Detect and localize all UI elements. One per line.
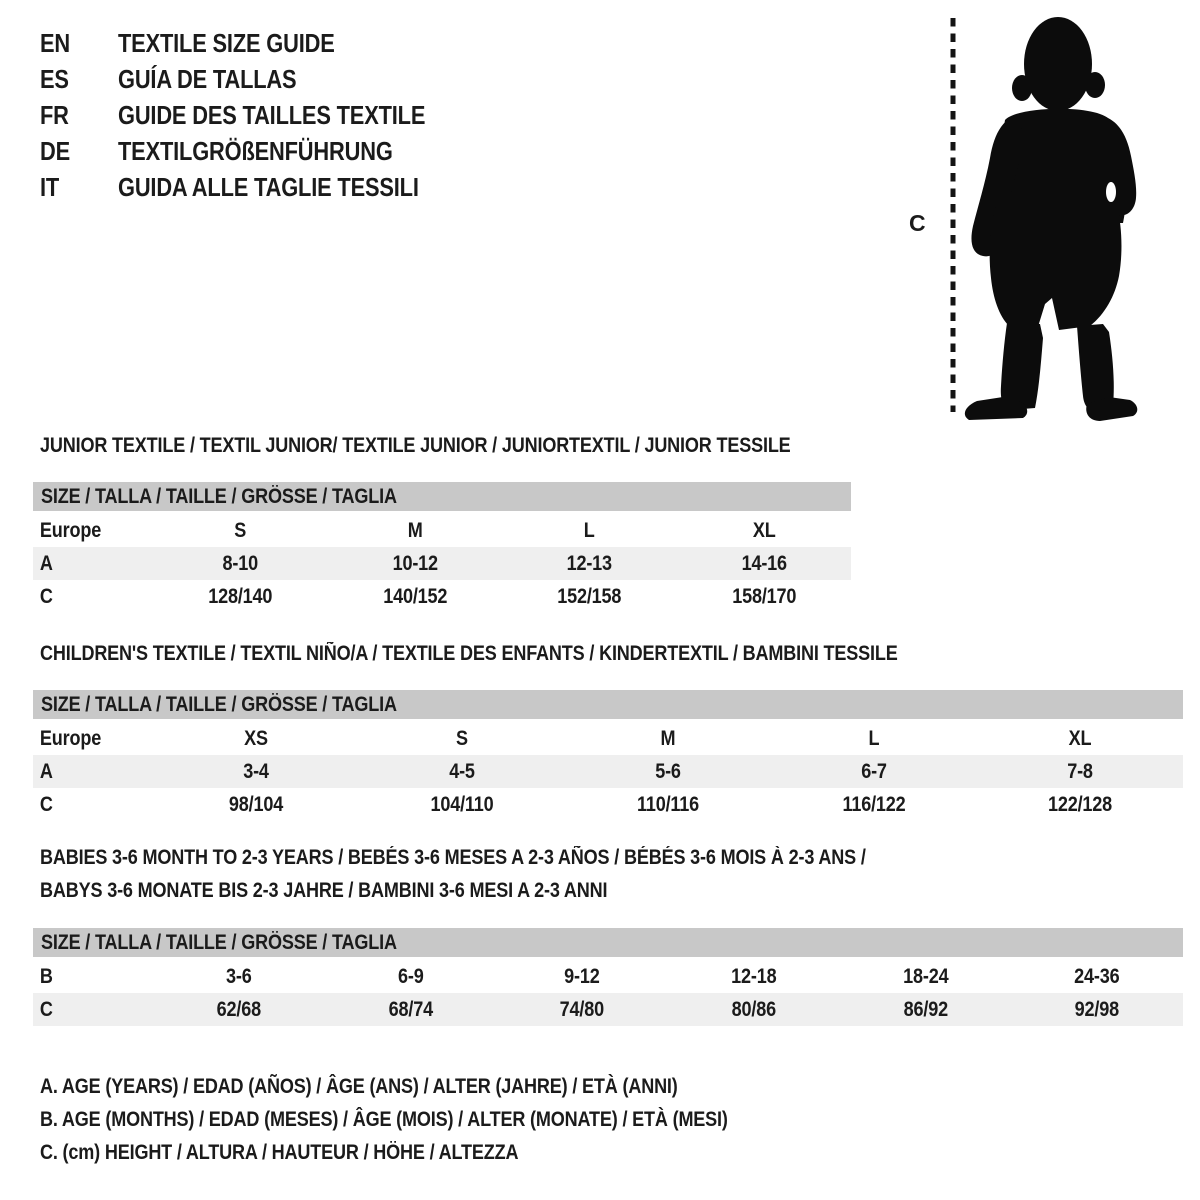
height-cell: 104/110 (430, 792, 494, 816)
row-label: Europe (39, 726, 102, 750)
months-cell: 9-12 (564, 964, 600, 988)
height-cell: 122/128 (1047, 792, 1113, 816)
language-code: ES (40, 63, 69, 94)
language-code: DE (40, 135, 71, 166)
table-row-europe (33, 514, 851, 547)
height-cell: 92/98 (1075, 997, 1120, 1021)
height-cell: 80/86 (731, 997, 777, 1021)
months-cell: 18-24 (902, 964, 949, 988)
height-figure (905, 8, 1167, 423)
table-header-label: SIZE / TALLA / TAILLE / GRÖSSE / TAGLIA (41, 930, 397, 954)
section-title-junior: JUNIOR TEXTILE / TEXTIL JUNIOR/ TEXTILE JUNIOR / JUNIORTEXTIL / JUNIOR TESSILE (40, 434, 791, 457)
age-cell: 6-7 (861, 759, 887, 783)
months-cell: 3-6 (226, 964, 252, 988)
language-row-es (40, 61, 484, 97)
language-row-fr (40, 97, 484, 133)
age-cell: 8-10 (222, 551, 258, 575)
months-cell: 12-18 (731, 964, 777, 988)
row-label: C (39, 792, 53, 816)
row-label: A (39, 551, 53, 575)
height-cell: 86/92 (903, 997, 948, 1021)
height-cell: 68/74 (388, 997, 433, 1021)
row-label: Europe (39, 518, 102, 542)
table-row-europe (33, 722, 1183, 755)
legend-line-b: B. AGE (MONTHS) / EDAD (MESES) / ÂGE (MOIS) / ALTER (MONATE) / ETÀ (MESI) (40, 1108, 728, 1131)
guide-title-en: TEXTILE SIZE GUIDE (118, 27, 335, 58)
language-code: EN (40, 27, 71, 58)
size-cell: M (407, 518, 423, 542)
guide-title-es: GUÍA DE TALLAS (118, 63, 297, 94)
height-cell: 98/104 (228, 792, 284, 816)
section-title-children: CHILDREN'S TEXTILE / TEXTIL NIÑO/A / TEXTILE DES ENFANTS / KINDERTEXTIL / BAMBINI TESSILE (40, 642, 898, 665)
language-row-de (40, 133, 484, 169)
age-cell: 5-6 (655, 759, 681, 783)
table-header-bar (33, 690, 1183, 719)
size-cell: XS (244, 726, 268, 750)
section-title-babies-line2: BABYS 3-6 MONATE BIS 2-3 JAHRE / BAMBINI 3-6 MESI A 2-3 ANNI (40, 879, 608, 902)
table-row-months (33, 960, 1183, 993)
table-row-height (33, 993, 1183, 1026)
guide-title-de: TEXTILGRÖßENFÜHRUNG (118, 135, 393, 166)
height-cell: 74/80 (560, 997, 605, 1021)
junior-size-table (33, 482, 851, 613)
size-cell: XL (1068, 726, 1092, 750)
guide-title-fr: GUIDE DES TAILLES TEXTILE (118, 99, 426, 130)
section-title-babies-line1: BABIES 3-6 MONTH TO 2-3 YEARS / BEBÉS 3-6 MESES A 2-3 AÑOS / BÉBÉS 3-6 MOIS À 2-3 ANS / (40, 846, 866, 869)
toddler-silhouette-icon (965, 17, 1137, 421)
guide-title-it: GUIDA ALLE TAGLIE TESSILI (118, 171, 419, 202)
age-cell: 3-4 (243, 759, 269, 783)
size-cell: S (234, 518, 247, 542)
row-label: C (39, 584, 53, 608)
table-row-height (33, 788, 1183, 821)
height-cell: 128/140 (208, 584, 273, 608)
row-label: B (39, 964, 53, 988)
children-size-table (33, 690, 1183, 821)
table-header-label: SIZE / TALLA / TAILLE / GRÖSSE / TAGLIA (41, 692, 397, 716)
age-cell: 10-12 (392, 551, 438, 575)
size-cell: M (660, 726, 676, 750)
table-row-age (33, 755, 1183, 788)
months-cell: 6-9 (397, 964, 424, 988)
size-cell: L (583, 518, 595, 542)
table-row-age (33, 547, 851, 580)
row-label: A (39, 759, 53, 783)
babies-size-table (33, 928, 1183, 1026)
age-cell: 4-5 (449, 759, 475, 783)
legend-line-c: C. (cm) HEIGHT / ALTURA / HAUTEUR / HÖHE / ALTEZZA (40, 1141, 519, 1164)
height-cell: 158/170 (731, 584, 796, 608)
footnote-legend (40, 1070, 840, 1169)
table-header-bar (33, 482, 851, 511)
height-cell: 140/152 (382, 584, 447, 608)
height-marker-label: C (909, 210, 926, 236)
language-code: IT (40, 171, 60, 202)
legend-line-a: A. AGE (YEARS) / EDAD (AÑOS) / ÂGE (ANS) / ALTER (JAHRE) / ETÀ (ANNI) (40, 1075, 678, 1098)
size-cell: S (456, 726, 468, 750)
table-header-label: SIZE / TALLA / TAILLE / GRÖSSE / TAGLIA (41, 484, 397, 508)
language-code: FR (40, 99, 69, 130)
table-header-bar (33, 928, 1183, 957)
age-cell: 14-16 (741, 551, 787, 575)
table-row-height (33, 580, 851, 613)
size-cell: XL (752, 518, 776, 542)
toddler-figure-graphic (905, 8, 1167, 423)
language-row-it (40, 169, 484, 205)
height-cell: 62/68 (216, 997, 262, 1021)
height-cell: 110/116 (636, 792, 700, 816)
height-cell: 116/122 (842, 792, 906, 816)
age-cell: 7-8 (1067, 759, 1093, 783)
age-cell: 12-13 (566, 551, 612, 575)
size-cell: L (868, 726, 880, 750)
height-cell: 152/158 (557, 584, 622, 608)
language-row-en (40, 25, 484, 61)
row-label: C (39, 997, 53, 1021)
months-cell: 24-36 (1074, 964, 1120, 988)
language-title-list (40, 25, 484, 205)
